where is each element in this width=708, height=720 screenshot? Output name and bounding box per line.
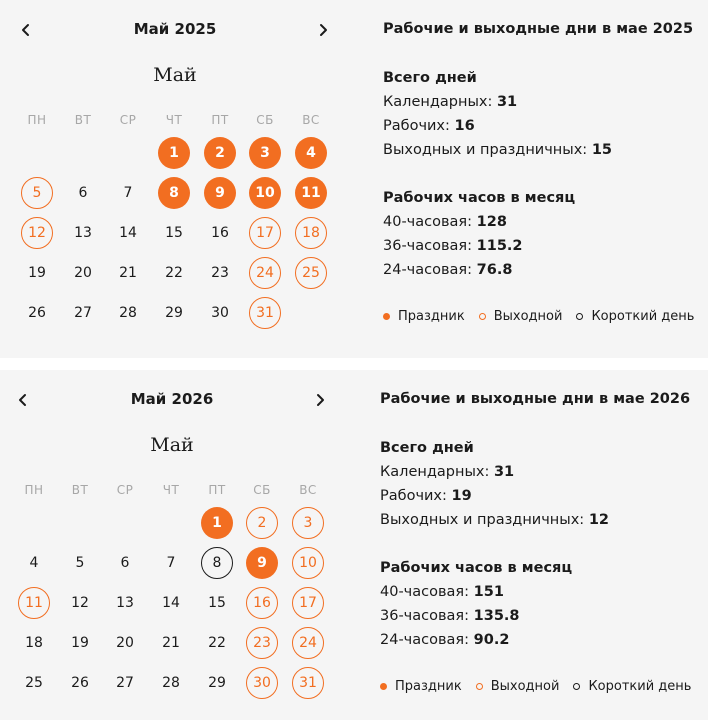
- day-cell-workday[interactable]: 6: [78, 185, 88, 201]
- work-hours-title: Рабочих часов в месяц: [380, 560, 573, 576]
- hours-36-row: [383, 238, 523, 254]
- short-day-ring-icon: [573, 683, 580, 690]
- legend-short-label: Короткий день: [591, 309, 695, 324]
- day-cell-workday[interactable]: 15: [165, 225, 183, 241]
- holiday-dot-icon: [383, 313, 390, 320]
- weekday-label: СБ: [253, 483, 271, 497]
- day-cell-workday[interactable]: 28: [119, 305, 137, 321]
- legend-weekend: [476, 679, 560, 694]
- chevron-left-icon: [19, 23, 33, 37]
- day-cell-workday[interactable]: 21: [162, 635, 180, 651]
- day-cell-weekend[interactable]: 24: [249, 257, 281, 289]
- off-days-label: Выходных и праздничных:: [383, 142, 588, 158]
- month-year-title: Май 2025: [133, 20, 217, 38]
- day-cell-short[interactable]: 8: [201, 547, 233, 579]
- working-days-value: 16: [454, 118, 475, 134]
- day-cell-weekend[interactable]: 31: [292, 667, 324, 699]
- day-cell-holiday[interactable]: 2: [204, 137, 236, 169]
- day-cell-workday[interactable]: 29: [208, 675, 226, 691]
- hours-24-row: [383, 262, 512, 278]
- stats-title: Рабочие и выходные дни в мае 2025: [383, 21, 694, 37]
- calendar-days-value: 31: [493, 464, 515, 480]
- day-cell-workday[interactable]: 19: [28, 265, 46, 281]
- day-cell-holiday[interactable]: 9: [246, 547, 278, 579]
- weekday-label: ПН: [24, 483, 44, 497]
- day-cell-weekend[interactable]: 25: [295, 257, 327, 289]
- day-cell-weekend[interactable]: 12: [21, 217, 53, 249]
- day-cell-weekend[interactable]: 31: [249, 297, 281, 329]
- off-days-row: [380, 512, 609, 528]
- hours-24-value: 76.8: [476, 262, 513, 278]
- chevron-left-icon: [16, 393, 30, 407]
- legend-weekend-label: Выходной: [490, 679, 560, 694]
- day-cell-workday[interactable]: 4: [29, 555, 39, 571]
- stats-title: Рабочие и выходные дни в мае 2026: [380, 391, 691, 407]
- day-cell-weekend[interactable]: 11: [18, 587, 50, 619]
- day-cell-workday[interactable]: 22: [165, 265, 183, 281]
- day-cell-weekend[interactable]: 30: [246, 667, 278, 699]
- legend-short-label: Короткий день: [588, 679, 692, 694]
- legend-short-day: [576, 309, 694, 324]
- hours-24-row: [380, 632, 509, 648]
- month-year-title: Май 2026: [130, 390, 214, 408]
- hours-24-label: 24-часовая:: [383, 262, 473, 278]
- legend-holiday: [383, 309, 465, 324]
- day-cell-holiday[interactable]: 1: [158, 137, 190, 169]
- day-cell-workday[interactable]: 30: [211, 305, 229, 321]
- day-cell-weekend[interactable]: 5: [21, 177, 53, 209]
- day-cell-holiday[interactable]: 4: [295, 137, 327, 169]
- day-cell-workday[interactable]: 26: [71, 675, 89, 691]
- day-cell-weekend[interactable]: 17: [292, 587, 324, 619]
- day-cell-workday[interactable]: 26: [28, 305, 46, 321]
- day-cell-workday[interactable]: 14: [119, 225, 137, 241]
- prev-month-button[interactable]: [14, 18, 38, 42]
- day-cell-holiday[interactable]: 3: [249, 137, 281, 169]
- hours-40-label: 40-часовая:: [383, 214, 473, 230]
- weekday-label: СБ: [256, 113, 274, 127]
- day-cell-workday[interactable]: 27: [116, 675, 134, 691]
- stats-panel: [383, 0, 708, 358]
- day-cell-weekend[interactable]: 3: [292, 507, 324, 539]
- weekday-label: ПН: [27, 113, 47, 127]
- legend: [380, 679, 705, 694]
- day-cell-workday[interactable]: 5: [75, 555, 85, 571]
- calendar-days-row: [380, 464, 514, 480]
- weekend-ring-icon: [479, 313, 486, 320]
- legend-weekend-label: Выходной: [493, 309, 563, 324]
- hours-40-row: [383, 214, 507, 230]
- day-cell-workday[interactable]: 19: [71, 635, 89, 651]
- hours-40-value: 151: [473, 584, 504, 600]
- holiday-dot-icon: [380, 683, 387, 690]
- month-name: Май: [150, 434, 194, 456]
- day-cell-holiday[interactable]: 1: [201, 507, 233, 539]
- hours-36-label: 36-часовая:: [383, 238, 473, 254]
- weekday-label: ВТ: [74, 113, 92, 127]
- legend-short-day: [573, 679, 691, 694]
- legend-holiday-label: Праздник: [395, 679, 462, 694]
- day-cell-workday[interactable]: 13: [116, 595, 134, 611]
- work-hours-title: Рабочих часов в месяц: [383, 190, 576, 206]
- weekday-label: СР: [119, 113, 137, 127]
- legend-holiday: [380, 679, 462, 694]
- weekday-label: ЧТ: [162, 483, 180, 497]
- working-days-label: Рабочих:: [380, 488, 447, 504]
- next-month-button[interactable]: [308, 388, 332, 412]
- day-cell-workday[interactable]: 13: [74, 225, 92, 241]
- legend-holiday-label: Праздник: [398, 309, 465, 324]
- chevron-right-icon: [313, 393, 327, 407]
- legend-weekend: [479, 309, 563, 324]
- calendar-days-value: 31: [496, 94, 518, 110]
- next-month-button[interactable]: [311, 18, 335, 42]
- hours-40-value: 128: [476, 214, 507, 230]
- day-cell-workday[interactable]: 18: [25, 635, 43, 651]
- day-cell-weekend[interactable]: 16: [246, 587, 278, 619]
- calendar-widget: [0, 370, 337, 720]
- day-cell-workday[interactable]: 6: [120, 555, 130, 571]
- day-cell-workday[interactable]: 29: [165, 305, 183, 321]
- day-cell-workday[interactable]: 27: [74, 305, 92, 321]
- weekday-label: ВТ: [71, 483, 89, 497]
- day-cell-workday[interactable]: 15: [208, 595, 226, 611]
- day-cell-holiday[interactable]: 8: [158, 177, 190, 209]
- month-panel-2025: [0, 0, 708, 358]
- hours-36-value: 135.8: [473, 608, 520, 624]
- working-days-row: [383, 118, 475, 134]
- legend: [383, 309, 708, 324]
- weekday-label: ВС: [302, 113, 320, 127]
- day-cell-holiday[interactable]: 10: [249, 177, 281, 209]
- chevron-right-icon: [316, 23, 330, 37]
- hours-36-value: 115.2: [476, 238, 523, 254]
- working-days-row: [380, 488, 472, 504]
- day-cell-weekend[interactable]: 17: [249, 217, 281, 249]
- day-cell-workday[interactable]: 23: [211, 265, 229, 281]
- day-cell-weekend[interactable]: 2: [246, 507, 278, 539]
- day-cell-workday[interactable]: 22: [208, 635, 226, 651]
- off-days-label: Выходных и праздничных:: [380, 512, 585, 528]
- hours-40-label: 40-часовая:: [380, 584, 470, 600]
- day-cell-workday[interactable]: 16: [211, 225, 229, 241]
- day-cell-weekend[interactable]: 10: [292, 547, 324, 579]
- prev-month-button[interactable]: [11, 388, 35, 412]
- day-cell-workday[interactable]: 7: [166, 555, 176, 571]
- calendar-days-label: Календарных:: [383, 94, 493, 110]
- weekday-label: СР: [116, 483, 134, 497]
- total-days-title: Всего дней: [383, 70, 477, 86]
- day-cell-workday[interactable]: 7: [123, 185, 133, 201]
- month-name: Май: [153, 64, 197, 86]
- hours-24-label: 24-часовая:: [380, 632, 470, 648]
- calendar-widget: [0, 0, 340, 358]
- working-days-label: Рабочих:: [383, 118, 450, 134]
- day-cell-holiday[interactable]: 11: [295, 177, 327, 209]
- day-cell-workday[interactable]: 14: [162, 595, 180, 611]
- day-cell-workday[interactable]: 28: [162, 675, 180, 691]
- day-cell-workday[interactable]: 20: [116, 635, 134, 651]
- off-days-value: 15: [591, 142, 612, 158]
- weekday-label: ЧТ: [165, 113, 183, 127]
- weekday-label: ПТ: [211, 113, 229, 127]
- hours-36-row: [380, 608, 520, 624]
- short-day-ring-icon: [576, 313, 583, 320]
- day-cell-workday[interactable]: 20: [74, 265, 92, 281]
- day-cell-workday[interactable]: 12: [71, 595, 89, 611]
- weekday-label: ПТ: [208, 483, 226, 497]
- month-panel-2026: [0, 370, 708, 720]
- day-cell-weekend[interactable]: 18: [295, 217, 327, 249]
- day-cell-weekend[interactable]: 24: [292, 627, 324, 659]
- calendar-days-label: Календарных:: [380, 464, 490, 480]
- calendar-days-row: [383, 94, 517, 110]
- hours-36-label: 36-часовая:: [380, 608, 470, 624]
- day-cell-workday[interactable]: 25: [25, 675, 43, 691]
- day-cell-workday[interactable]: 21: [119, 265, 137, 281]
- off-days-value: 12: [588, 512, 609, 528]
- day-cell-weekend[interactable]: 23: [246, 627, 278, 659]
- weekend-ring-icon: [476, 683, 483, 690]
- weekday-label: ВС: [299, 483, 317, 497]
- working-days-value: 19: [451, 488, 472, 504]
- off-days-row: [383, 142, 612, 158]
- stats-panel: [380, 370, 708, 720]
- total-days-title: Всего дней: [380, 440, 474, 456]
- day-cell-holiday[interactable]: 9: [204, 177, 236, 209]
- hours-24-value: 90.2: [473, 632, 510, 648]
- hours-40-row: [380, 584, 504, 600]
